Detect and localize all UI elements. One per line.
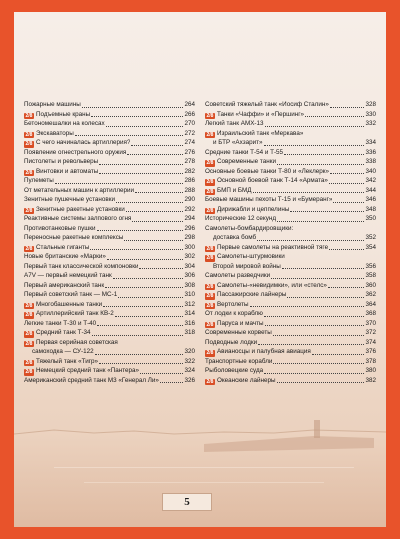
leader-dots (329, 249, 364, 250)
leader-dots (277, 164, 365, 165)
page-number: 5 (162, 493, 212, 511)
toc-entry[interactable] (24, 157, 195, 167)
toc-entry[interactable] (24, 262, 195, 272)
toc-entry[interactable] (205, 376, 376, 386)
toc-entry-title: Пулеметы (24, 177, 54, 184)
section-badge: 2/8 (206, 131, 214, 138)
leader-dots (273, 335, 365, 336)
toc-entry-title: Винтовки и автоматы (35, 167, 99, 175)
toc-entry[interactable] (205, 138, 376, 148)
leader-dots (118, 297, 183, 298)
toc-entry-page: 376 (365, 348, 376, 355)
toc-entry[interactable] (205, 319, 376, 329)
leader-dots (106, 126, 184, 127)
toc-entry[interactable] (205, 271, 376, 281)
toc-entry-title: Легкие танки Т-30 и Т-40 (24, 319, 97, 327)
toc-entry-page: 338 (365, 158, 376, 165)
leader-dots (99, 164, 183, 165)
leader-dots (132, 221, 183, 222)
toc-entry-page: 308 (184, 281, 195, 289)
toc-entry-title: Противотанковые пушки (24, 224, 96, 232)
section-badge: 2/8 (25, 245, 33, 252)
toc-entry-title: Современные корветы (205, 329, 272, 336)
section-badge: 2/8 (206, 179, 214, 185)
toc-entry-title: доставка бомб (213, 234, 257, 241)
toc-entry-page: 272 (184, 129, 195, 137)
toc-entry-page: 382 (365, 376, 376, 384)
toc-entry-page: 340 (365, 167, 376, 175)
toc-entry-title: БМП и БМД (216, 186, 252, 194)
toc-entry[interactable] (205, 195, 376, 205)
leader-dots (333, 202, 364, 203)
toc-entry-title: Первый советский танк — МС-1 (24, 291, 118, 298)
leader-dots (115, 316, 184, 317)
toc-entry-page: 380 (365, 367, 376, 374)
section-badge: 2/8 (25, 331, 33, 337)
toc-entry-title: Океанские лайнеры (216, 376, 276, 384)
toc-entry-title: Стальные гиганты (35, 243, 90, 251)
section-badge: 2/8 (206, 283, 214, 290)
section-badge: 2/8 (25, 340, 33, 347)
toc-entry-page: 348 (365, 205, 376, 213)
toc-entry-page: 342 (365, 177, 376, 184)
leader-dots (116, 202, 183, 203)
toc-entry-page: 358 (365, 272, 376, 279)
toc-entry-title: Современные танки (216, 158, 276, 165)
leader-dots (264, 373, 364, 374)
section-badge: 2/8 (25, 112, 33, 119)
toc-entry[interactable] (205, 214, 376, 224)
toc-entry-title: От метательных машин к артиллерии (24, 186, 135, 194)
leader-dots (126, 211, 184, 212)
leader-dots (277, 382, 365, 383)
toc-entry-title: и БТР «Ахзарит» (213, 139, 263, 146)
toc-entry-page: 326 (184, 376, 195, 384)
toc-entry-title: Вертолеты (216, 300, 249, 308)
toc-entry-page: 360 (365, 281, 376, 289)
toc-entry-title: Первый танк классической компоновки (24, 262, 139, 270)
leader-dots (312, 354, 365, 355)
toc-entry[interactable] (24, 243, 195, 253)
toc-entry[interactable] (24, 167, 195, 177)
toc-entry[interactable] (205, 290, 376, 300)
toc-entry-page: 286 (184, 177, 195, 184)
leader-dots (290, 211, 364, 212)
toc-entry-title: Советский тяжелый танк «Иосиф Сталин» (205, 101, 329, 108)
leader-dots (271, 278, 364, 279)
toc-entry-page: 354 (365, 243, 376, 251)
toc-entry-page: 362 (365, 291, 376, 298)
toc-entry-page: 332 (365, 120, 376, 127)
toc-entry[interactable] (24, 119, 195, 129)
toc-entry[interactable] (24, 300, 195, 310)
section-badge: 2/8 (206, 321, 214, 328)
toc-entry[interactable] (205, 205, 376, 215)
toc-left-column (24, 100, 195, 385)
leader-dots (91, 116, 183, 117)
toc-entry[interactable] (205, 157, 376, 167)
toc-entry-page: 302 (184, 253, 195, 260)
toc-entry-page: 344 (365, 186, 376, 194)
toc-entry-page: 334 (365, 139, 376, 146)
leader-dots (105, 287, 183, 288)
section-badge: 2/8 (206, 188, 214, 195)
section-badge: 2/8 (25, 302, 33, 309)
section-badge: 2/8 (25, 359, 33, 366)
toc-entry-title: С чего начиналась артиллерия? (35, 139, 131, 146)
toc-entry[interactable] (205, 338, 376, 348)
leader-dots (253, 192, 365, 193)
toc-entry[interactable] (205, 357, 376, 367)
toc-entry-page: 364 (365, 300, 376, 308)
toc-entry-page: 264 (184, 101, 195, 108)
toc-entry-page: 306 (184, 272, 195, 279)
toc-entry-page: 336 (365, 148, 376, 156)
toc-entry[interactable] (24, 357, 195, 367)
toc-entry-page: 368 (365, 310, 376, 317)
leader-dots (113, 278, 184, 279)
toc-entry-page: 276 (184, 148, 195, 156)
toc-entry[interactable] (205, 233, 376, 243)
toc-entry-title: Пассажирские лайнеры (216, 291, 287, 298)
toc-entry[interactable] (205, 281, 376, 291)
toc-entry[interactable] (205, 119, 376, 129)
toc-entry-title: Самолеты разведчики (205, 272, 271, 279)
section-badge: 2/8 (25, 207, 33, 214)
leader-dots (265, 325, 365, 326)
toc-entry-page: 378 (365, 357, 376, 365)
toc-entry-page: 292 (184, 205, 195, 213)
toc-entry[interactable] (24, 195, 195, 205)
section-badge: 2/8 (206, 350, 214, 356)
toc-entry-page: 312 (184, 300, 195, 308)
leader-dots (277, 221, 364, 222)
toc-entry-title: Исторические 12 секунд (205, 215, 276, 222)
toc-entry-title: Основной боевой танк Т-14 «Армата» (216, 177, 328, 184)
toc-entry[interactable] (205, 328, 376, 338)
toc-entry-page: 290 (184, 196, 195, 203)
toc-entry-title: Транспортные корабли (205, 357, 273, 365)
leader-dots (273, 363, 364, 364)
leader-dots (124, 240, 183, 241)
toc-entry-page: 310 (184, 291, 195, 298)
section-badge: 2/8 (206, 160, 214, 166)
leader-dots (135, 192, 183, 193)
toc-entry[interactable] (24, 290, 195, 300)
toc-entry-page: 304 (184, 262, 195, 270)
toc-entry-title: Первые самолеты на реактивной тяге (216, 243, 329, 251)
section-badge: 2/8 (25, 131, 33, 138)
toc-entry-title: Первая серийная советская (35, 338, 118, 346)
toc-entry-page: 328 (365, 101, 376, 108)
leader-dots (265, 126, 365, 127)
toc-entry-page: 374 (365, 338, 376, 346)
toc-entry[interactable] (24, 347, 195, 357)
toc-entry-title: Паруса и мачты (216, 319, 264, 327)
toc-entry-page: 352 (365, 234, 376, 241)
section-badge: 2/8 (206, 255, 214, 261)
toc-entry[interactable] (24, 129, 195, 139)
leader-dots (160, 382, 184, 383)
leader-dots (99, 363, 183, 364)
toc-entry-title: Средний танк Т-34 (35, 329, 91, 336)
toc-entry-title: Переносные ракетные комплексы (24, 234, 124, 241)
toc-entry-page: 370 (365, 319, 376, 327)
toc-right-column (205, 100, 376, 385)
section-badge: 2/8 (206, 302, 214, 309)
leader-dots (264, 145, 365, 146)
toc-entry[interactable] (24, 309, 195, 319)
toc-entry-page: 316 (184, 319, 195, 327)
toc-entry-page: 346 (365, 196, 376, 203)
toc-entry-title: Многобашенные танки (35, 300, 103, 308)
toc-entry-title: Второй мировой войны (213, 262, 281, 270)
leader-dots (305, 116, 364, 117)
toc-entry-title: Рыболовецкие суда (205, 367, 264, 374)
leader-dots (97, 230, 184, 231)
toc-entry-title: Танки «Чаффи» и «Першинг» (216, 110, 304, 118)
leader-dots (140, 373, 183, 374)
section-badge: 2/8 (25, 312, 33, 318)
section-badge: 2/8 (206, 378, 214, 385)
toc-entry[interactable] (205, 186, 376, 196)
toc-entry[interactable] (205, 167, 376, 177)
toc-entry-title: Самолеты-штурмовики (216, 253, 285, 260)
toc-entry-title: Пожарные машины (24, 101, 81, 108)
toc-entry[interactable] (205, 366, 376, 376)
section-badge: 2/8 (206, 245, 214, 252)
toc-entry-title: Зенитные ракетные установки (35, 205, 125, 213)
toc-entry[interactable] (24, 138, 195, 148)
toc-entry-title: Подводные лодки (205, 338, 258, 346)
leader-dots (329, 183, 365, 184)
toc-entry-page: 288 (184, 186, 195, 194)
toc-entry-page: 318 (184, 329, 195, 336)
book-page (14, 12, 386, 527)
leader-dots (264, 316, 365, 317)
toc-entry-title: Дирижабли и цеппелины (216, 205, 290, 213)
toc-entry[interactable] (205, 224, 376, 234)
leader-dots (90, 249, 183, 250)
toc-entry-page: 314 (184, 310, 195, 317)
toc-entry-page: 270 (184, 120, 195, 127)
toc-entry-title: Израильский танк «Меркава» (216, 129, 304, 137)
leader-dots (287, 297, 364, 298)
table-of-contents (24, 100, 376, 385)
leader-dots (82, 107, 184, 108)
toc-entry-page: 296 (184, 224, 195, 232)
leader-dots (103, 306, 183, 307)
leader-dots (131, 145, 183, 146)
toc-entry-title: Средние танки Т-54 и Т-55 (205, 148, 284, 156)
leader-dots (97, 325, 183, 326)
leader-dots (127, 154, 183, 155)
toc-entry-title: Легкий танк AMX-13 (205, 120, 264, 127)
toc-entry[interactable] (24, 110, 195, 120)
toc-entry-title: Основные боевые танки Т-80 и «Леклерк» (205, 167, 330, 175)
toc-entry-title: Реактивные системы залпового огня (24, 215, 132, 222)
toc-entry-title: A7V — первый немецкий танк (24, 272, 112, 279)
toc-entry-title: Экскаваторы (35, 129, 74, 137)
toc-entry[interactable] (24, 252, 195, 262)
toc-entry[interactable] (205, 110, 376, 120)
toc-entry-page: 282 (184, 167, 195, 175)
toc-entry[interactable] (24, 328, 195, 338)
leader-dots (284, 154, 364, 155)
toc-entry-page: 278 (184, 158, 195, 165)
toc-entry[interactable] (24, 233, 195, 243)
toc-entry-title: Бетономешалки на колесах (24, 120, 105, 127)
leader-dots (95, 354, 184, 355)
toc-entry-title: Появление огнестрельного оружия (24, 148, 127, 156)
toc-entry-title: самоходка — СУ-122 (32, 348, 94, 355)
leader-dots (282, 268, 365, 269)
toc-entry[interactable] (205, 252, 376, 262)
toc-entry-page: 356 (365, 262, 376, 270)
leader-dots (75, 135, 184, 136)
toc-entry-page: 298 (184, 234, 195, 241)
toc-entry-title: От лодки к кораблю (205, 310, 263, 317)
toc-entry-title: Немецкий средний танк «Пантера» (35, 367, 140, 374)
toc-entry[interactable] (205, 129, 376, 139)
toc-entry-page: 330 (365, 110, 376, 118)
leader-dots (330, 107, 365, 108)
toc-entry-title: Тяжелый танк «Тигр» (35, 357, 99, 365)
section-badge: 2/8 (25, 169, 33, 176)
toc-entry-title: Боевые машины пехоты Т-15 и «Бумеранг» (205, 196, 333, 203)
toc-entry[interactable] (24, 376, 195, 386)
toc-entry[interactable] (205, 148, 376, 158)
toc-entry[interactable] (205, 176, 376, 186)
leader-dots (99, 173, 183, 174)
section-badge: 2/8 (25, 141, 33, 147)
toc-entry[interactable] (205, 347, 376, 357)
section-badge: 2/8 (206, 207, 214, 214)
leader-dots (330, 173, 364, 174)
toc-entry[interactable] (24, 214, 195, 224)
toc-entry[interactable] (24, 205, 195, 215)
toc-entry[interactable] (205, 300, 376, 310)
toc-entry-title: Новые британские «Марки» (24, 253, 106, 260)
leader-dots (257, 240, 364, 241)
toc-entry-title: Артиллерийский танк КВ-2 (35, 310, 114, 317)
toc-entry-page: 324 (184, 367, 195, 374)
toc-entry-title: Подъемные краны (35, 110, 91, 118)
toc-entry-page: 322 (184, 357, 195, 365)
toc-entry-page: 320 (184, 348, 195, 355)
toc-entry[interactable] (205, 262, 376, 272)
toc-entry[interactable] (24, 271, 195, 281)
toc-entry-page: 350 (365, 215, 376, 222)
section-badge: 2/8 (25, 369, 33, 375)
toc-entry[interactable] (205, 309, 376, 319)
toc-entry[interactable] (24, 319, 195, 329)
toc-entry-page: 266 (184, 110, 195, 118)
toc-entry-page: 274 (184, 139, 195, 146)
leader-dots (258, 344, 364, 345)
leader-dots (139, 268, 183, 269)
toc-entry-page: 294 (184, 215, 195, 222)
toc-entry-page: 300 (184, 243, 195, 251)
leader-dots (92, 335, 184, 336)
section-badge: 2/8 (206, 112, 214, 119)
toc-entry[interactable] (24, 148, 195, 158)
toc-entry[interactable] (24, 366, 195, 376)
toc-entry-title: Американский средний танк М3 «Генерал Ли» (24, 376, 159, 384)
toc-entry-title: Пистолеты и револьверы (24, 158, 99, 165)
toc-entry[interactable] (24, 176, 195, 186)
leader-dots (250, 306, 365, 307)
toc-entry[interactable] (205, 100, 376, 110)
toc-entry[interactable] (24, 100, 195, 110)
leader-dots (328, 287, 365, 288)
leader-dots (107, 259, 184, 260)
toc-entry-title: Авианосцы и палубная авиация (216, 348, 311, 355)
toc-entry[interactable] (24, 224, 195, 234)
toc-entry-title: Самолеты-«невидимки», или «стелс» (216, 281, 327, 289)
toc-entry[interactable] (24, 186, 195, 196)
toc-entry[interactable] (205, 243, 376, 253)
toc-entry-title: Первый американский танк (24, 281, 105, 289)
toc-entry-title: Зенитные пушечные установки (24, 196, 116, 203)
toc-entry[interactable] (24, 281, 195, 291)
leader-dots (55, 183, 184, 184)
toc-entry-title: Самолеты-бомбардировщики: (205, 224, 294, 232)
toc-entry-page: 372 (365, 329, 376, 336)
section-badge: 2/8 (206, 293, 214, 299)
toc-entry[interactable] (24, 338, 195, 348)
